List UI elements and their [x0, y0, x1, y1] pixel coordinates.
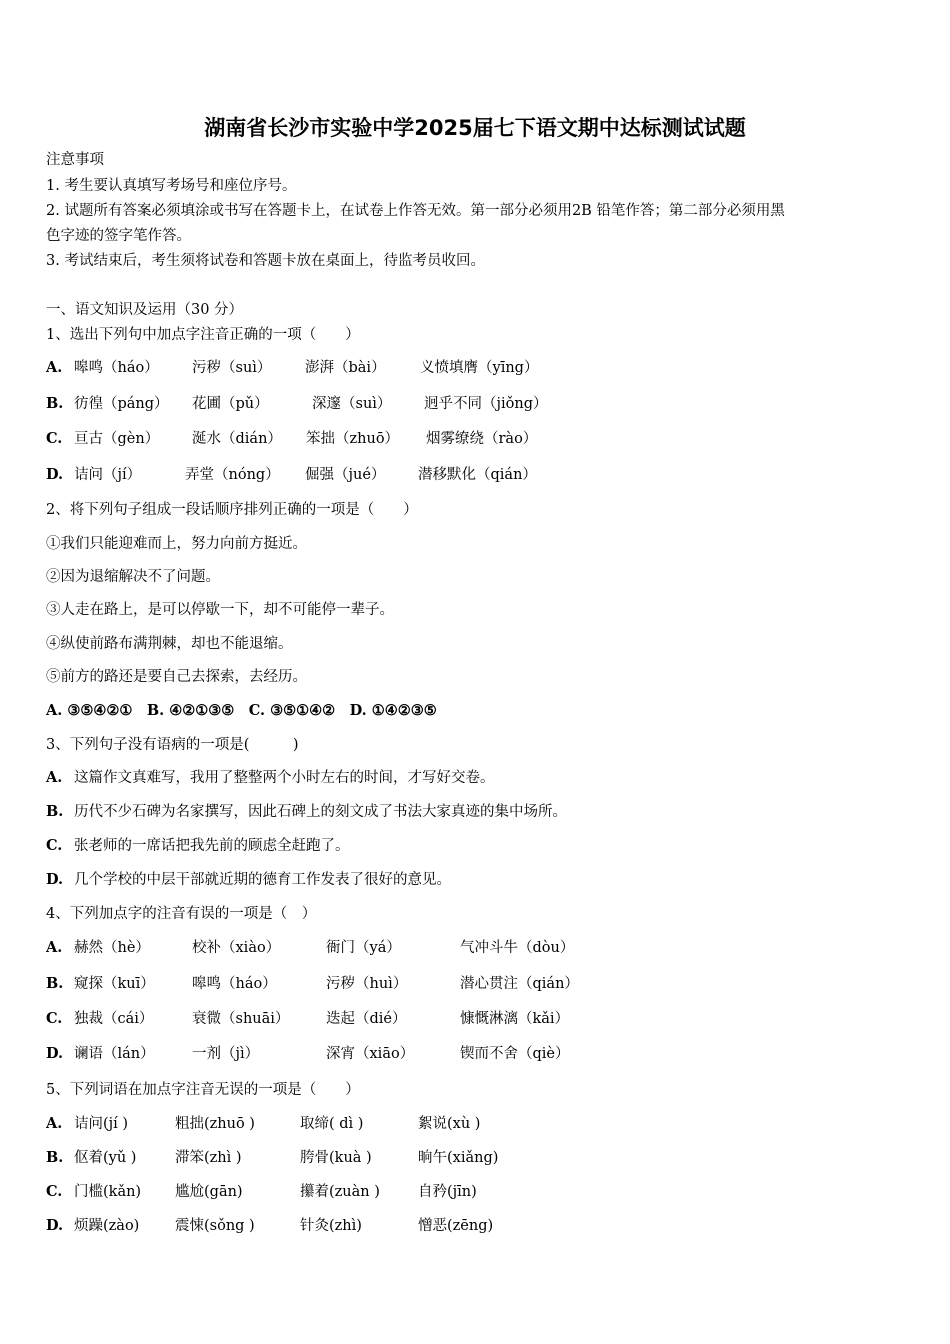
q3-option-c[interactable]	[46, 836, 350, 856]
q5-a-item: 絮说(xù )	[418, 1116, 481, 1132]
exam-title: 湖南省长沙市实验中学2025届七下语文期中达标测试试题	[204, 116, 746, 140]
q4-b-item: 窥探（kuī）	[74, 976, 155, 992]
q1-d-item: 潜移默化（qián）	[418, 467, 537, 483]
option-label: C.	[46, 1183, 63, 1200]
option-label: C.	[46, 430, 63, 447]
q4-b-item: 嗥鸣（háo）	[192, 976, 277, 992]
q5-c-item: 门槛(kǎn)	[74, 1184, 142, 1200]
notice-heading: 注意事项	[46, 152, 104, 168]
q2-answer-options[interactable]: A. ③⑤④②① B. ④②①③⑤ C. ③⑤①④② D. ①④②③⑤	[46, 702, 437, 719]
section-heading: 一、语文知识及运用（30 分）	[46, 302, 244, 318]
option-label: B.	[46, 803, 64, 820]
option-label: B.	[46, 395, 64, 412]
q4-a-item: 气冲斗牛（dòu）	[460, 940, 575, 956]
option-label: B.	[46, 975, 64, 992]
notice-item: 1. 考生要认真填写考场号和座位序号。	[46, 178, 297, 194]
q5-a-item: 取缔( dì )	[300, 1116, 364, 1132]
q3-option-a[interactable]	[46, 768, 495, 788]
q5-b-item: 滞笨(zhì )	[175, 1150, 242, 1166]
q5-b-item: 胯骨(kuà )	[300, 1150, 372, 1166]
q1-a-item: 污秽（suì）	[192, 360, 272, 376]
q3-option-d[interactable]	[46, 870, 451, 890]
q2-sentence: ①我们只能迎难而上，努力向前方挺近。	[46, 536, 307, 552]
q1-option-d[interactable]	[46, 465, 74, 485]
q1-b-item: 彷徨（páng）	[74, 396, 169, 412]
q3-option-b[interactable]	[46, 802, 567, 822]
q4-d-item: 谰语（lán）	[74, 1046, 155, 1062]
q4-a-item: 赫然（hè）	[74, 940, 150, 956]
q4-option-b[interactable]	[46, 974, 74, 994]
q4-d-item: 深宵（xiāo）	[326, 1046, 415, 1062]
option-label: C.	[46, 837, 63, 854]
option-text: 张老师的一席话把我先前的顾虑全赶跑了。	[74, 838, 350, 854]
option-label: A.	[46, 359, 63, 376]
q4-b-item: 潜心贯注（qián）	[460, 976, 579, 992]
q5-option-a[interactable]	[46, 1114, 74, 1134]
q1-option-b[interactable]	[46, 394, 74, 414]
option-text: 这篇作文真难写，我用了整整两个小时左右的时间，才写好交卷。	[74, 770, 495, 786]
q4-option-d[interactable]	[46, 1044, 74, 1064]
q1-option-c[interactable]	[46, 429, 74, 449]
q4-b-item: 污秽（huì）	[326, 976, 408, 992]
q5-option-c[interactable]	[46, 1182, 74, 1202]
notice-item: 色字迹的签字笔作答。	[46, 228, 191, 244]
q4-d-item: 锲而不舍（qiè）	[460, 1046, 570, 1062]
q1-b-item: 深邃（suì）	[312, 396, 392, 412]
q4-option-c[interactable]	[46, 1009, 74, 1029]
q5-option-b[interactable]	[46, 1148, 74, 1168]
q4-c-item: 慷慨淋漓（kǎi）	[460, 1011, 570, 1027]
q1-a-item: 义愤填膺（yīng）	[420, 360, 539, 376]
option-label: D.	[46, 1045, 64, 1062]
option-text: 历代不少石碑为名家撰写，因此石碑上的刻文成了书法大家真迹的集中场所。	[74, 804, 567, 820]
q5-a-item: 诘问(jí )	[74, 1116, 129, 1132]
q5-c-item: 自矜(jīn)	[418, 1184, 477, 1200]
option-label: D.	[46, 466, 64, 483]
q2-sentence: ④纵使前路布满荆棘，却也不能退缩。	[46, 636, 293, 652]
q1-c-item: 亘古（gèn）	[74, 431, 160, 447]
q4-c-item: 迭起（dié）	[326, 1011, 407, 1027]
q4-d-item: 一剂（jì）	[192, 1046, 260, 1062]
q5-d-item: 烦躁(zào)	[74, 1218, 140, 1234]
option-label: A.	[46, 939, 63, 956]
q1-option-a[interactable]	[46, 358, 74, 378]
q1-c-item: 烟雾缭绕（rào）	[426, 431, 538, 447]
q5-c-item: 尴尬(gān)	[175, 1184, 243, 1200]
option-label: A.	[46, 769, 63, 786]
q1-b-item: 迥乎不同（jiǒng）	[424, 396, 548, 412]
q4-c-item: 独裁（cái）	[74, 1011, 154, 1027]
q1-c-item: 涎水（dián）	[192, 431, 282, 447]
q4-c-item: 衰微（shuāi）	[192, 1011, 290, 1027]
q2-sentence: ⑤前方的路还是要自己去探索，去经历。	[46, 669, 307, 685]
q1-a-item: 嗥鸣（háo）	[74, 360, 159, 376]
question-1-stem: 1、选出下列句中加点字注音正确的一项（ ）	[46, 327, 360, 343]
question-3-stem: 3、下列句子没有语病的一项是( )	[46, 737, 299, 753]
q4-a-item: 衙门（yá）	[326, 940, 401, 956]
q4-option-a[interactable]	[46, 938, 74, 958]
notice-item: 2. 试题所有答案必须填涂或书写在答题卡上，在试卷上作答无效。第一部分必须用2B 铅笔作答；第二部分必须用黑	[46, 203, 785, 219]
option-text: 几个学校的中层干部就近期的德育工作发表了很好的意见。	[74, 872, 451, 888]
option-label: D.	[46, 1217, 64, 1234]
option-label: A.	[46, 1115, 63, 1132]
option-label: D.	[46, 871, 64, 888]
q1-d-item: 诘问（jí）	[74, 467, 142, 483]
q5-option-d[interactable]	[46, 1216, 74, 1236]
q1-d-item: 弄堂（nóng）	[185, 467, 280, 483]
q1-b-item: 花圃（pǔ）	[192, 396, 269, 412]
q5-d-item: 憎恶(zēng)	[418, 1218, 494, 1234]
q1-d-item: 倔强（jué）	[305, 467, 386, 483]
q2-sentence: ②因为退缩解决不了问题。	[46, 569, 220, 585]
q5-b-item: 伛着(yǔ )	[74, 1150, 137, 1166]
q5-a-item: 粗拙(zhuō )	[175, 1116, 255, 1132]
q5-d-item: 震悚(sǒng )	[175, 1218, 255, 1234]
q1-c-item: 笨拙（zhuō）	[306, 431, 400, 447]
q4-a-item: 校补（xiào）	[192, 940, 281, 956]
option-label: B.	[46, 1149, 64, 1166]
question-2-stem: 2、将下列句子组成一段话顺序排列正确的一项是（ ）	[46, 502, 418, 518]
q1-a-item: 澎湃（bài）	[305, 360, 386, 376]
notice-item: 3. 考试结束后，考生须将试卷和答题卡放在桌面上，待监考员收回。	[46, 253, 485, 269]
q5-c-item: 攥着(zuàn )	[300, 1184, 380, 1200]
question-5-stem: 5、下列词语在加点字注音无误的一项是（ ）	[46, 1082, 360, 1098]
q2-sentence: ③人走在路上，是可以停歇一下，却不可能停一辈子。	[46, 602, 394, 618]
q5-d-item: 针灸(zhì)	[300, 1218, 362, 1234]
question-4-stem: 4、下列加点字的注音有误的一项是（ ）	[46, 906, 317, 922]
option-label: C.	[46, 1010, 63, 1027]
q5-b-item: 晌午(xiǎng)	[418, 1150, 499, 1166]
